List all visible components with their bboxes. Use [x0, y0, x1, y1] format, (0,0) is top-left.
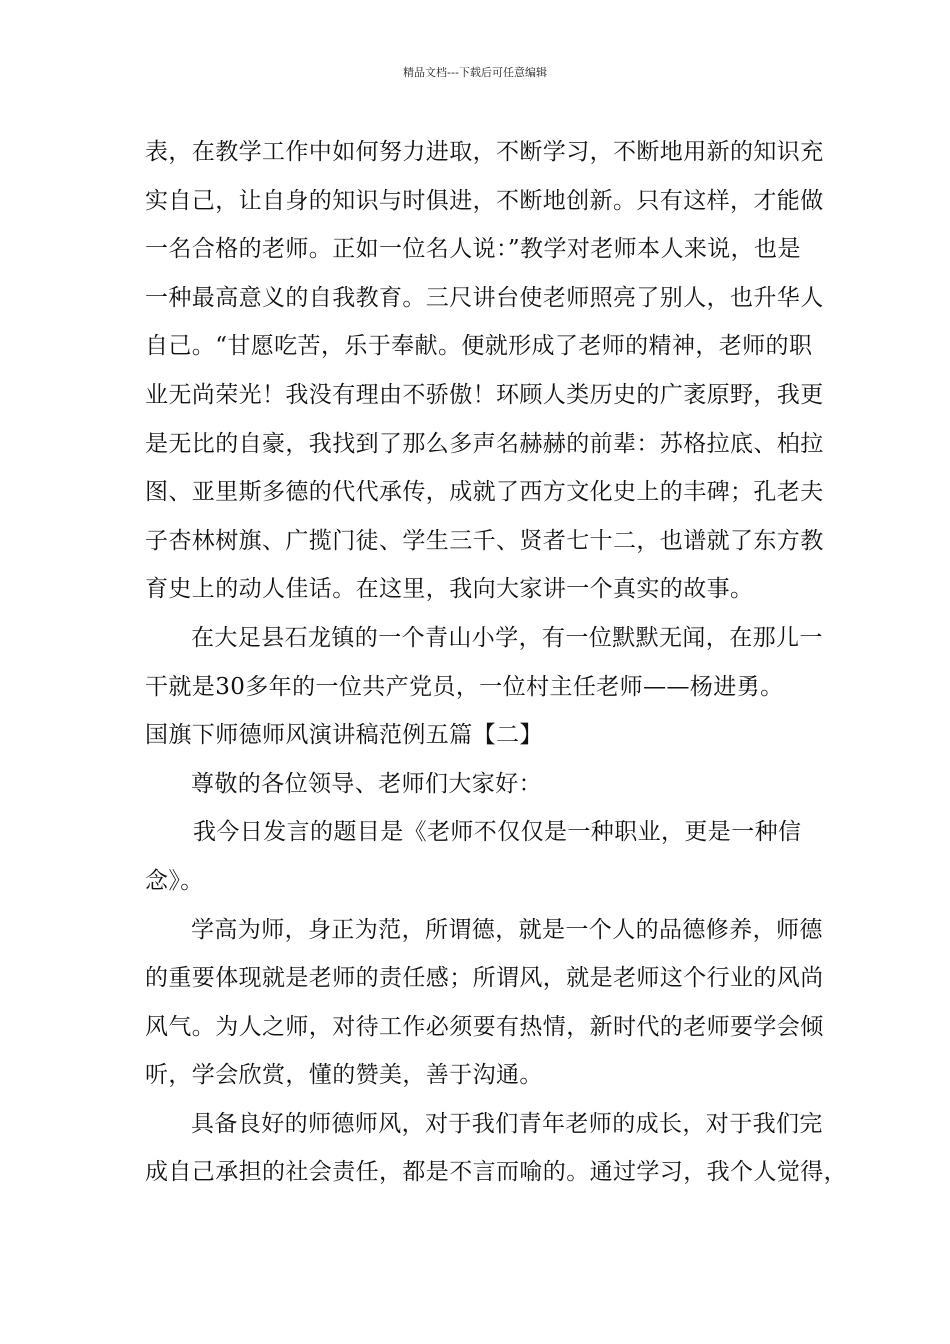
text-line: 的重要体现就是老师的责任感；所谓风，就是老师这个行业的风尚 — [145, 965, 824, 992]
text-line: 表，在教学工作中如何努力进取，不断学习，不断地用新的知识充 — [145, 139, 824, 165]
paragraph-start-line: 学高为师，身正为范，所谓德，就是一个人的品德修养，师德 — [191, 916, 823, 943]
text-line: 业无尚荣光！我没有理由不骄傲！环顾人类历史的广袤原野，我更 — [145, 381, 824, 408]
text-line: 自己。“甘愿吃苦，乐于奉献。便就形成了老师的精神，老师的职 — [145, 333, 813, 360]
text-line: 图、亚里斯多德的代代承传，成就了西方文化史上的丰碑；孔老夫 — [145, 479, 824, 506]
section-heading: 国旗下师德师风演讲稿范例五篇【二】 — [145, 722, 543, 749]
paragraph-start-line: 我今日发言的题目是《老师不仅仅是一种职业，更是一种信 — [193, 819, 802, 846]
paragraph-start-line: 在大足县石龙镇的一个青山小学，有一位默默无闻，在那儿一 — [191, 624, 823, 651]
paragraph-start-line: 具备良好的师德师风，对于我们青年老师的成长，对于我们完 — [191, 1110, 823, 1137]
text-line: 一种最高意义的自我教育。三尺讲台使老师照亮了别人，也升华人 — [145, 284, 824, 311]
text-line: 干就是30多年的一位共产党员，一位村主任老师——杨进勇。 — [145, 673, 784, 700]
text-line: 实自己，让自身的知识与时俱进，不断地创新。只有这样，才能做 — [145, 187, 824, 214]
text-line: 育史上的动人佳话。在这里，我向大家讲一个真实的故事。 — [145, 576, 754, 603]
text-line: 听，学会欣赏，懂的赞美，善于沟通。 — [145, 1062, 543, 1089]
salutation-line: 尊敬的各位领导、老师们大家好： — [191, 770, 542, 797]
text-line: 一名合格的老师。正如一位名人说：”教学对老师本人来说，也是 — [145, 236, 801, 263]
page-header: 精品文档---下载后可任意编辑 — [403, 66, 547, 79]
document-body — [145, 128, 847, 1197]
text-line: 念》。 — [145, 867, 204, 894]
text-line: 是无比的自豪，我找到了那么多声名赫赫的前辈：苏格拉底、柏拉 — [145, 430, 824, 457]
text-line: 子杏林树旗、广揽门徒、学生三千、贤者七十二，也谱就了东方教 — [145, 527, 824, 554]
text-line: 风气。为人之师，对待工作必须要有热情，新时代的老师要学会倾 — [145, 1013, 824, 1040]
text-line: 成自己承担的社会责任，都是不言而喻的。通过学习，我个人觉得， — [145, 1159, 847, 1186]
